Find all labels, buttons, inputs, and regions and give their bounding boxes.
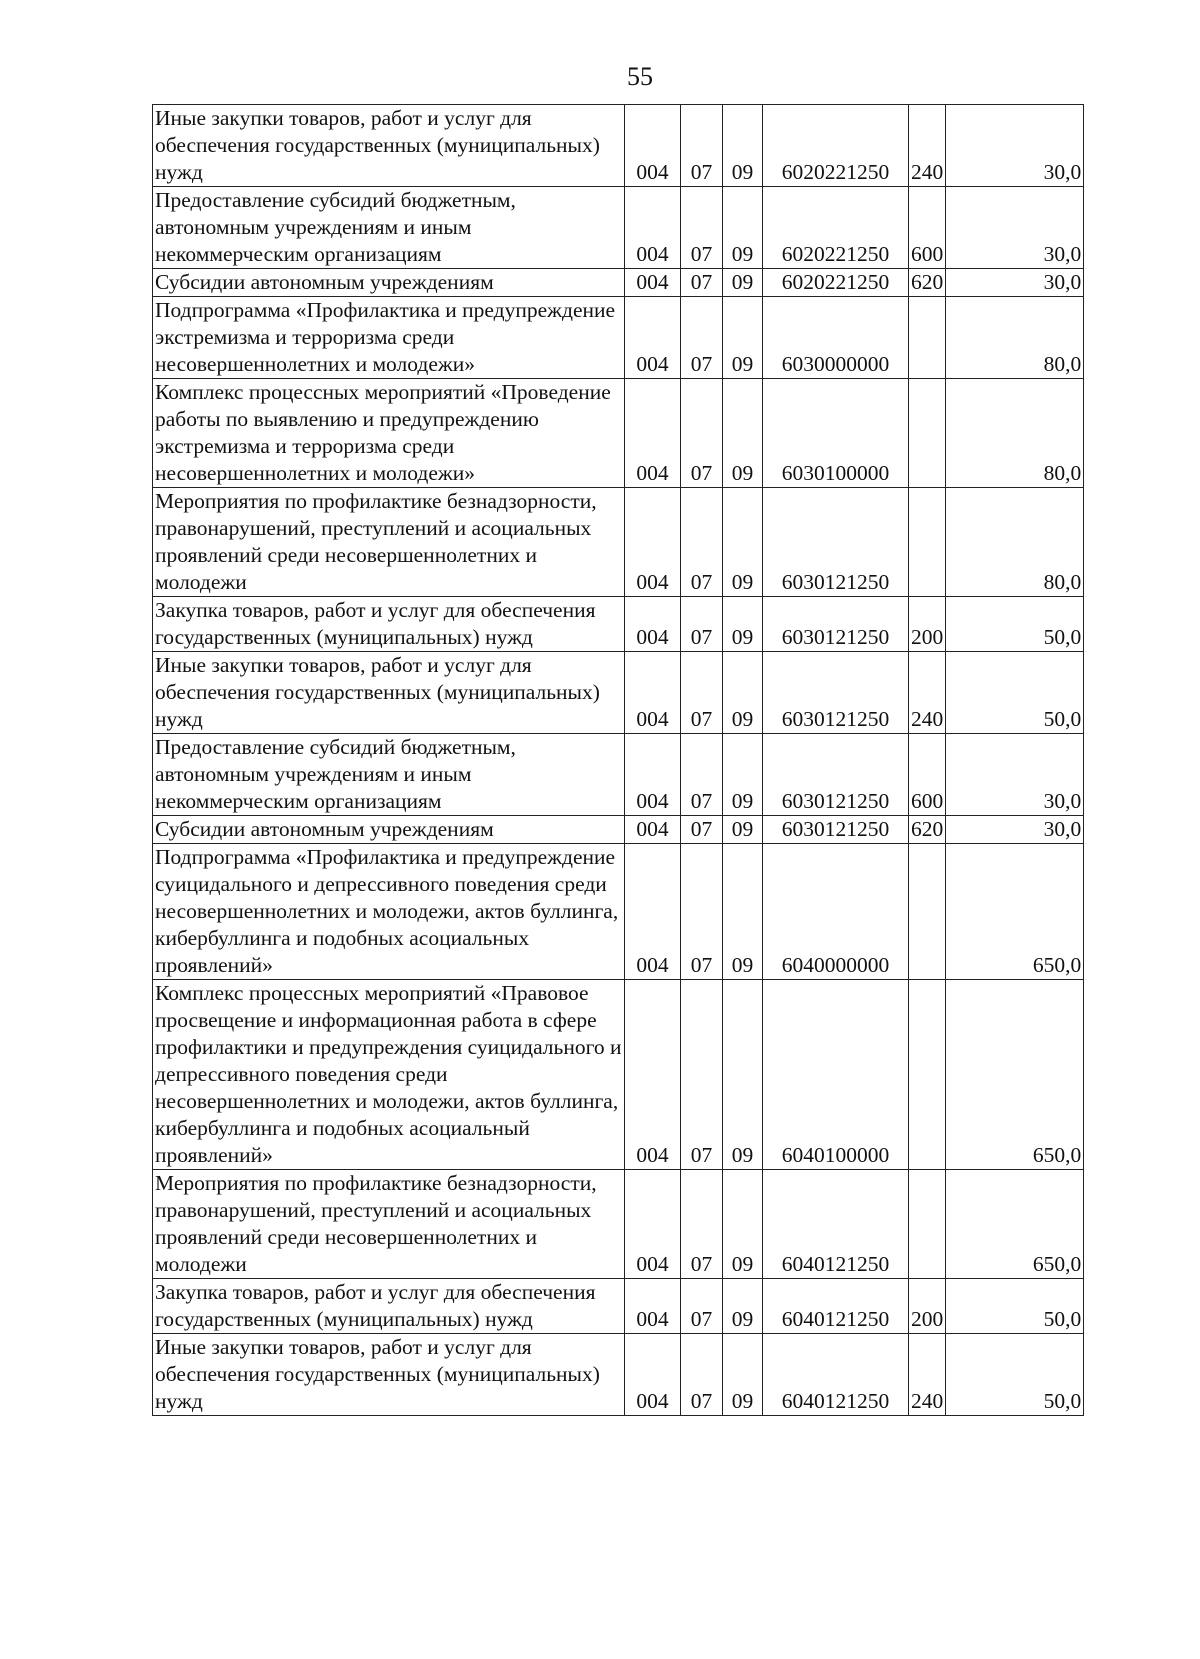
expense-type-code: 600 bbox=[909, 734, 946, 816]
subsection-code: 09 bbox=[723, 1170, 763, 1279]
section-code: 07 bbox=[681, 488, 723, 597]
subsection-code: 09 bbox=[723, 652, 763, 734]
subsection-code: 09 bbox=[723, 844, 763, 980]
target-article-code: 6030100000 bbox=[763, 379, 909, 488]
table-row bbox=[153, 297, 1084, 379]
ministry-code: 004 bbox=[625, 734, 681, 816]
target-article-code: 6040100000 bbox=[763, 980, 909, 1170]
subsection-code: 09 bbox=[723, 488, 763, 597]
section-code: 07 bbox=[681, 844, 723, 980]
subsection-code: 09 bbox=[723, 187, 763, 269]
ministry-code: 004 bbox=[625, 980, 681, 1170]
table-row bbox=[153, 187, 1084, 269]
table-row bbox=[153, 816, 1084, 844]
target-article-code: 6030121250 bbox=[763, 652, 909, 734]
expense-type-code bbox=[909, 297, 946, 379]
amount-value: 50,0 bbox=[946, 597, 1084, 652]
ministry-code: 004 bbox=[625, 1334, 681, 1416]
subsection-code: 09 bbox=[723, 1334, 763, 1416]
row-description: Подпрограмма «Профилактика и предупреждение суицидального и депрессивного поведения среди несовершеннолетних и молодежи, актов буллинга, кибербуллинга и подобных асоциальных проявлений» bbox=[153, 844, 625, 980]
table-row bbox=[153, 1334, 1084, 1416]
section-code: 07 bbox=[681, 379, 723, 488]
target-article-code: 6040121250 bbox=[763, 1170, 909, 1279]
expense-type-code: 240 bbox=[909, 652, 946, 734]
row-description: Иные закупки товаров, работ и услуг для обеспечения государственных (муниципальных) нужд bbox=[153, 105, 625, 187]
section-code: 07 bbox=[681, 269, 723, 297]
section-code: 07 bbox=[681, 1279, 723, 1334]
expense-type-code: 620 bbox=[909, 816, 946, 844]
expense-type-code: 240 bbox=[909, 105, 946, 187]
section-code: 07 bbox=[681, 1170, 723, 1279]
table-row bbox=[153, 1279, 1084, 1334]
section-code: 07 bbox=[681, 816, 723, 844]
table-row bbox=[153, 488, 1084, 597]
subsection-code: 09 bbox=[723, 816, 763, 844]
ministry-code: 004 bbox=[625, 597, 681, 652]
amount-value: 30,0 bbox=[946, 269, 1084, 297]
section-code: 07 bbox=[681, 980, 723, 1170]
target-article-code: 6020221250 bbox=[763, 269, 909, 297]
subsection-code: 09 bbox=[723, 597, 763, 652]
expense-type-code: 240 bbox=[909, 1334, 946, 1416]
ministry-code: 004 bbox=[625, 379, 681, 488]
expense-type-code: 600 bbox=[909, 187, 946, 269]
expense-type-code: 200 bbox=[909, 1279, 946, 1334]
target-article-code: 6040121250 bbox=[763, 1279, 909, 1334]
row-description: Комплекс процессных мероприятий «Проведение работы по выявлению и предупреждению экстремизма и терроризма среди несовершеннолетних и молодежи» bbox=[153, 379, 625, 488]
subsection-code: 09 bbox=[723, 105, 763, 187]
target-article-code: 6020221250 bbox=[763, 105, 909, 187]
ministry-code: 004 bbox=[625, 1279, 681, 1334]
table-row bbox=[153, 269, 1084, 297]
amount-value: 30,0 bbox=[946, 816, 1084, 844]
row-description: Иные закупки товаров, работ и услуг для обеспечения государственных (муниципальных) нужд bbox=[153, 1334, 625, 1416]
amount-value: 650,0 bbox=[946, 1170, 1084, 1279]
target-article-code: 6040000000 bbox=[763, 844, 909, 980]
ministry-code: 004 bbox=[625, 297, 681, 379]
target-article-code: 6020221250 bbox=[763, 187, 909, 269]
budget-table bbox=[152, 104, 1084, 1416]
section-code: 07 bbox=[681, 734, 723, 816]
amount-value: 50,0 bbox=[946, 1279, 1084, 1334]
ministry-code: 004 bbox=[625, 269, 681, 297]
section-code: 07 bbox=[681, 105, 723, 187]
table-body bbox=[153, 105, 1084, 1416]
row-description: Закупка товаров, работ и услуг для обеспечения государственных (муниципальных) нужд bbox=[153, 597, 625, 652]
table-row bbox=[153, 980, 1084, 1170]
expense-type-code: 620 bbox=[909, 269, 946, 297]
subsection-code: 09 bbox=[723, 734, 763, 816]
section-code: 07 bbox=[681, 297, 723, 379]
subsection-code: 09 bbox=[723, 297, 763, 379]
table-row bbox=[153, 597, 1084, 652]
section-code: 07 bbox=[681, 1334, 723, 1416]
ministry-code: 004 bbox=[625, 1170, 681, 1279]
table-row bbox=[153, 734, 1084, 816]
amount-value: 80,0 bbox=[946, 297, 1084, 379]
target-article-code: 6040121250 bbox=[763, 1334, 909, 1416]
row-description: Субсидии автономным учреждениям bbox=[153, 816, 625, 844]
amount-value: 30,0 bbox=[946, 187, 1084, 269]
target-article-code: 6030121250 bbox=[763, 488, 909, 597]
row-description: Предоставление субсидий бюджетным, автономным учреждениям и иным некоммерческим организациям bbox=[153, 734, 625, 816]
subsection-code: 09 bbox=[723, 980, 763, 1170]
row-description: Подпрограмма «Профилактика и предупреждение экстремизма и терроризма среди несовершеннолетних и молодежи» bbox=[153, 297, 625, 379]
table-row bbox=[153, 652, 1084, 734]
subsection-code: 09 bbox=[723, 379, 763, 488]
target-article-code: 6030000000 bbox=[763, 297, 909, 379]
row-description: Закупка товаров, работ и услуг для обеспечения государственных (муниципальных) нужд bbox=[153, 1279, 625, 1334]
ministry-code: 004 bbox=[625, 844, 681, 980]
table-row bbox=[153, 105, 1084, 187]
ministry-code: 004 bbox=[625, 652, 681, 734]
row-description: Комплекс процессных мероприятий «Правовое просвещение и информационная работа в сфере профилактики и предупреждения суицидального и депрессивного поведения среди несовершеннолетних и молодежи, актов буллинга, кибербуллинга и подобных асоциальный проявлений» bbox=[153, 980, 625, 1170]
expense-type-code: 200 bbox=[909, 597, 946, 652]
subsection-code: 09 bbox=[723, 1279, 763, 1334]
table-row bbox=[153, 379, 1084, 488]
ministry-code: 004 bbox=[625, 105, 681, 187]
amount-value: 30,0 bbox=[946, 105, 1084, 187]
amount-value: 30,0 bbox=[946, 734, 1084, 816]
page-number: 55 bbox=[627, 62, 653, 91]
row-description: Иные закупки товаров, работ и услуг для обеспечения государственных (муниципальных) нужд bbox=[153, 652, 625, 734]
section-code: 07 bbox=[681, 187, 723, 269]
target-article-code: 6030121250 bbox=[763, 816, 909, 844]
amount-value: 80,0 bbox=[946, 488, 1084, 597]
amount-value: 650,0 bbox=[946, 980, 1084, 1170]
amount-value: 50,0 bbox=[946, 652, 1084, 734]
ministry-code: 004 bbox=[625, 187, 681, 269]
row-description: Предоставление субсидий бюджетным, автономным учреждениям и иным некоммерческим организациям bbox=[153, 187, 625, 269]
target-article-code: 6030121250 bbox=[763, 734, 909, 816]
expense-type-code bbox=[909, 844, 946, 980]
ministry-code: 004 bbox=[625, 488, 681, 597]
section-code: 07 bbox=[681, 597, 723, 652]
amount-value: 80,0 bbox=[946, 379, 1084, 488]
table-row bbox=[153, 844, 1084, 980]
row-description: Мероприятия по профилактике безнадзорности, правонарушений, преступлений и асоциальных проявлений среди несовершеннолетних и молодежи bbox=[153, 488, 625, 597]
amount-value: 650,0 bbox=[946, 844, 1084, 980]
table-row bbox=[153, 1170, 1084, 1279]
expense-type-code bbox=[909, 379, 946, 488]
section-code: 07 bbox=[681, 652, 723, 734]
subsection-code: 09 bbox=[723, 269, 763, 297]
expense-type-code bbox=[909, 980, 946, 1170]
row-description: Субсидии автономным учреждениям bbox=[153, 269, 625, 297]
ministry-code: 004 bbox=[625, 816, 681, 844]
expense-type-code bbox=[909, 1170, 946, 1279]
target-article-code: 6030121250 bbox=[763, 597, 909, 652]
amount-value: 50,0 bbox=[946, 1334, 1084, 1416]
expense-type-code bbox=[909, 488, 946, 597]
row-description: Мероприятия по профилактике безнадзорности, правонарушений, преступлений и асоциальных проявлений среди несовершеннолетних и молодежи bbox=[153, 1170, 625, 1279]
